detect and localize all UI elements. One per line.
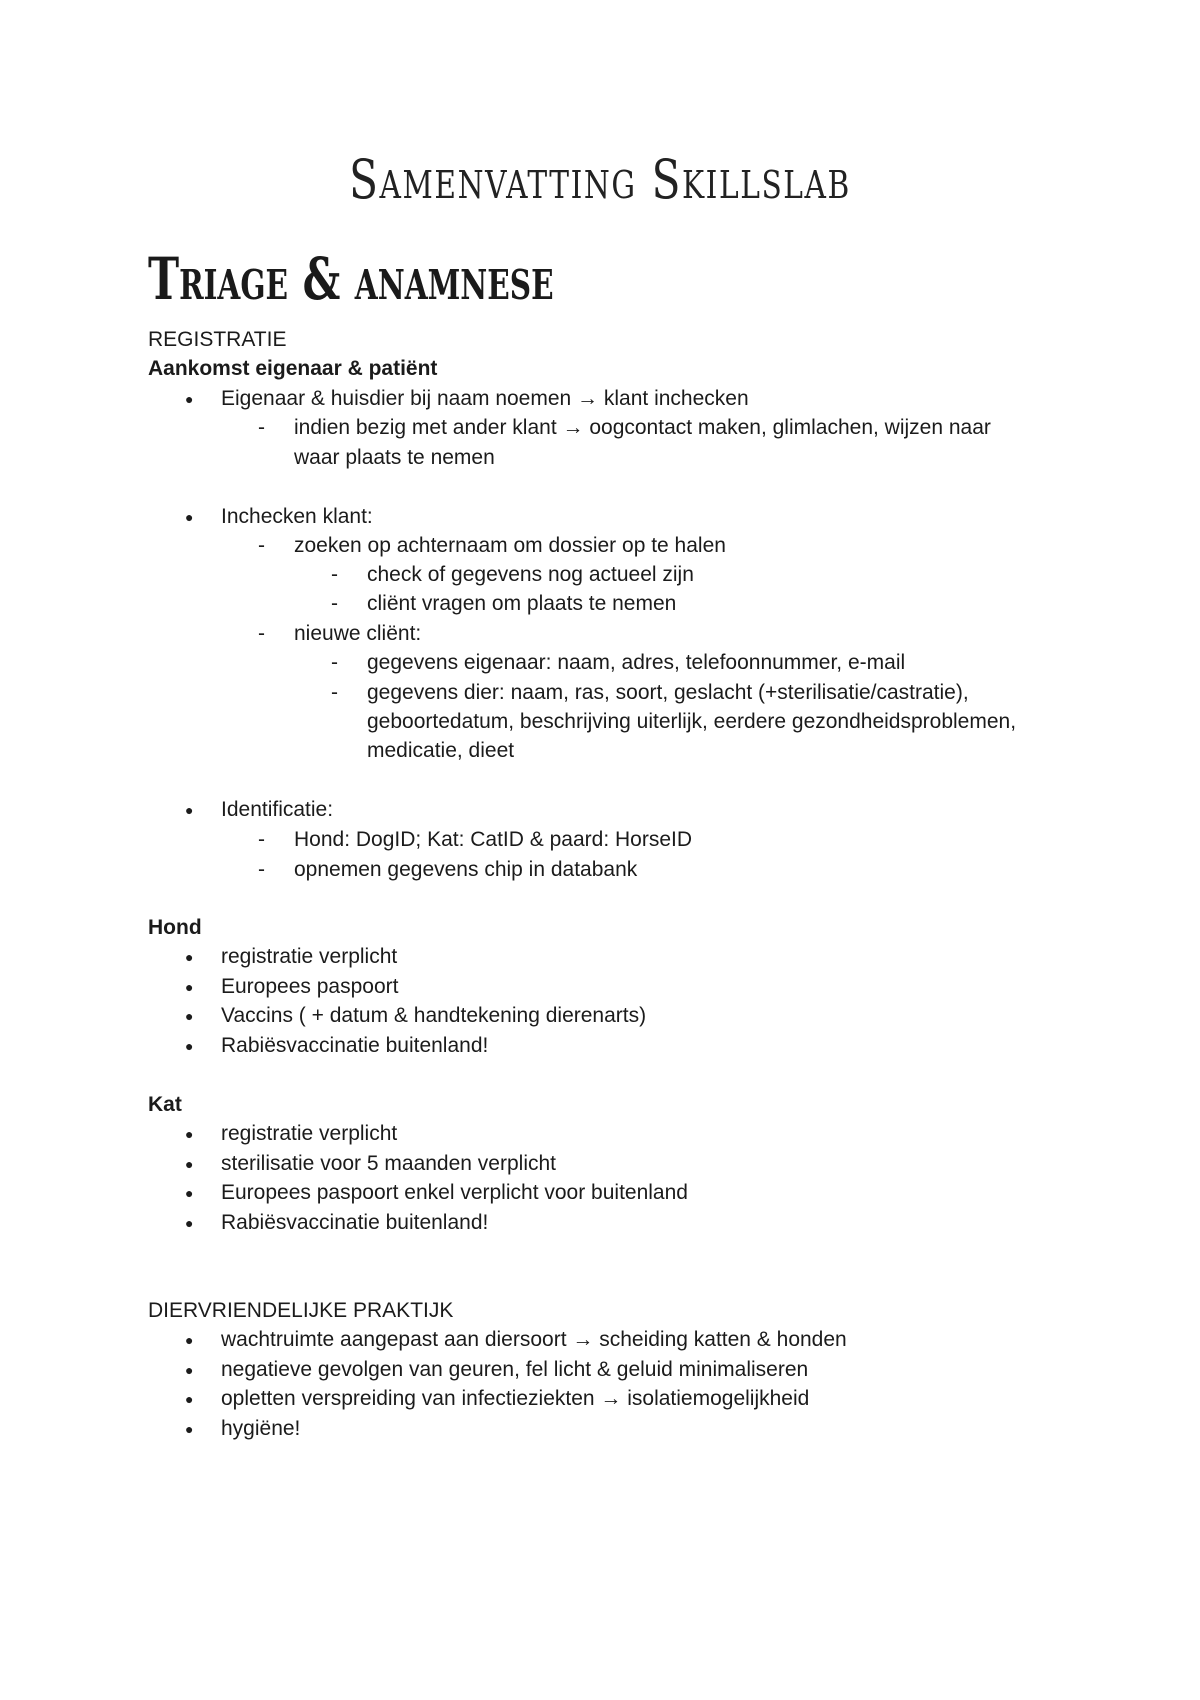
list-item: Eigenaar & huisdier bij naam noemen → klant inchecken <box>221 387 749 410</box>
bullet-icon: ● <box>185 1215 194 1231</box>
list-item: nieuwe cliënt: <box>294 622 422 645</box>
bullet-icon: ● <box>185 1156 194 1172</box>
hond-title: Hond <box>148 916 202 939</box>
kat-title: Kat <box>148 1093 182 1116</box>
list-item: wachtruimte aangepast aan diersoort → scheiding katten & honden <box>221 1328 847 1351</box>
dash-icon: - <box>258 534 265 557</box>
bullet-icon: ● <box>185 1332 194 1348</box>
list-item: cliënt vragen om plaats te nemen <box>367 592 677 615</box>
list-item: registratie verplicht <box>221 945 398 968</box>
list-item: registratie verplicht <box>221 1122 398 1145</box>
bullet-icon: ● <box>185 1126 194 1142</box>
section-heading: Triage & anamnese <box>148 245 554 313</box>
registratie-label: REGISTRATIE <box>148 328 287 351</box>
list-item: Rabiësvaccinatie buitenland! <box>221 1211 489 1234</box>
list-item: Hond: DogID; Kat: CatID & paard: HorseID <box>294 828 693 851</box>
dash-icon: - <box>331 563 338 586</box>
list-item: Vaccins ( + datum & handtekening dierenarts) <box>221 1004 647 1027</box>
bullet-icon: ● <box>185 949 194 965</box>
bullet-icon: ● <box>185 1421 194 1437</box>
list-item: check of gegevens nog actueel zijn <box>367 563 694 586</box>
dash-icon: - <box>258 858 265 881</box>
list-item: opnemen gegevens chip in databank <box>294 858 638 881</box>
praktijk-label: DIERVRIENDELIJKE PRAKTIJK <box>148 1299 454 1322</box>
bullet-icon: ● <box>185 1391 194 1407</box>
dash-icon: - <box>258 416 265 439</box>
list-item: Identificatie: <box>221 798 334 821</box>
list-item: negatieve gevolgen van geuren, fel licht & geluid minimaliseren <box>221 1358 809 1381</box>
list-item-continuation: medicatie, dieet <box>367 739 515 762</box>
bullet-icon: ● <box>185 1185 194 1201</box>
list-item-continuation: waar plaats te nemen <box>294 446 495 469</box>
document-title: Samenvatting Skillslab <box>349 148 851 211</box>
list-item: hygiëne! <box>221 1417 301 1440</box>
dash-icon: - <box>331 651 338 674</box>
bullet-icon: ● <box>185 802 194 818</box>
bullet-icon: ● <box>185 1362 194 1378</box>
aankomst-title: Aankomst eigenaar & patiënt <box>148 357 438 380</box>
list-item: gegevens dier: naam, ras, soort, geslacht (+sterilisatie/castratie), <box>367 681 969 704</box>
list-item: opletten verspreiding van infectieziekten → isolatiemogelijkheid <box>221 1387 810 1410</box>
dash-icon: - <box>331 681 338 704</box>
bullet-icon: ● <box>185 1038 194 1054</box>
list-item: zoeken op achternaam om dossier op te halen <box>294 534 726 557</box>
dash-icon: - <box>258 622 265 645</box>
list-item: indien bezig met ander klant → oogcontact maken, glimlachen, wijzen naar <box>294 416 991 439</box>
list-item: Inchecken klant: <box>221 505 373 528</box>
list-item: Europees paspoort <box>221 975 399 998</box>
bullet-icon: ● <box>185 391 194 407</box>
dash-icon: - <box>258 828 265 851</box>
bullet-icon: ● <box>185 1008 194 1024</box>
bullet-icon: ● <box>185 509 194 525</box>
list-item: Europees paspoort enkel verplicht voor buitenland <box>221 1181 688 1204</box>
list-item-continuation: geboortedatum, beschrijving uiterlijk, eerdere gezondheidsproblemen, <box>367 710 1017 733</box>
list-item: sterilisatie voor 5 maanden verplicht <box>221 1152 556 1175</box>
dash-icon: - <box>331 592 338 615</box>
bullet-icon: ● <box>185 979 194 995</box>
list-item: Rabiësvaccinatie buitenland! <box>221 1034 489 1057</box>
list-item: gegevens eigenaar: naam, adres, telefoonnummer, e-mail <box>367 651 906 674</box>
